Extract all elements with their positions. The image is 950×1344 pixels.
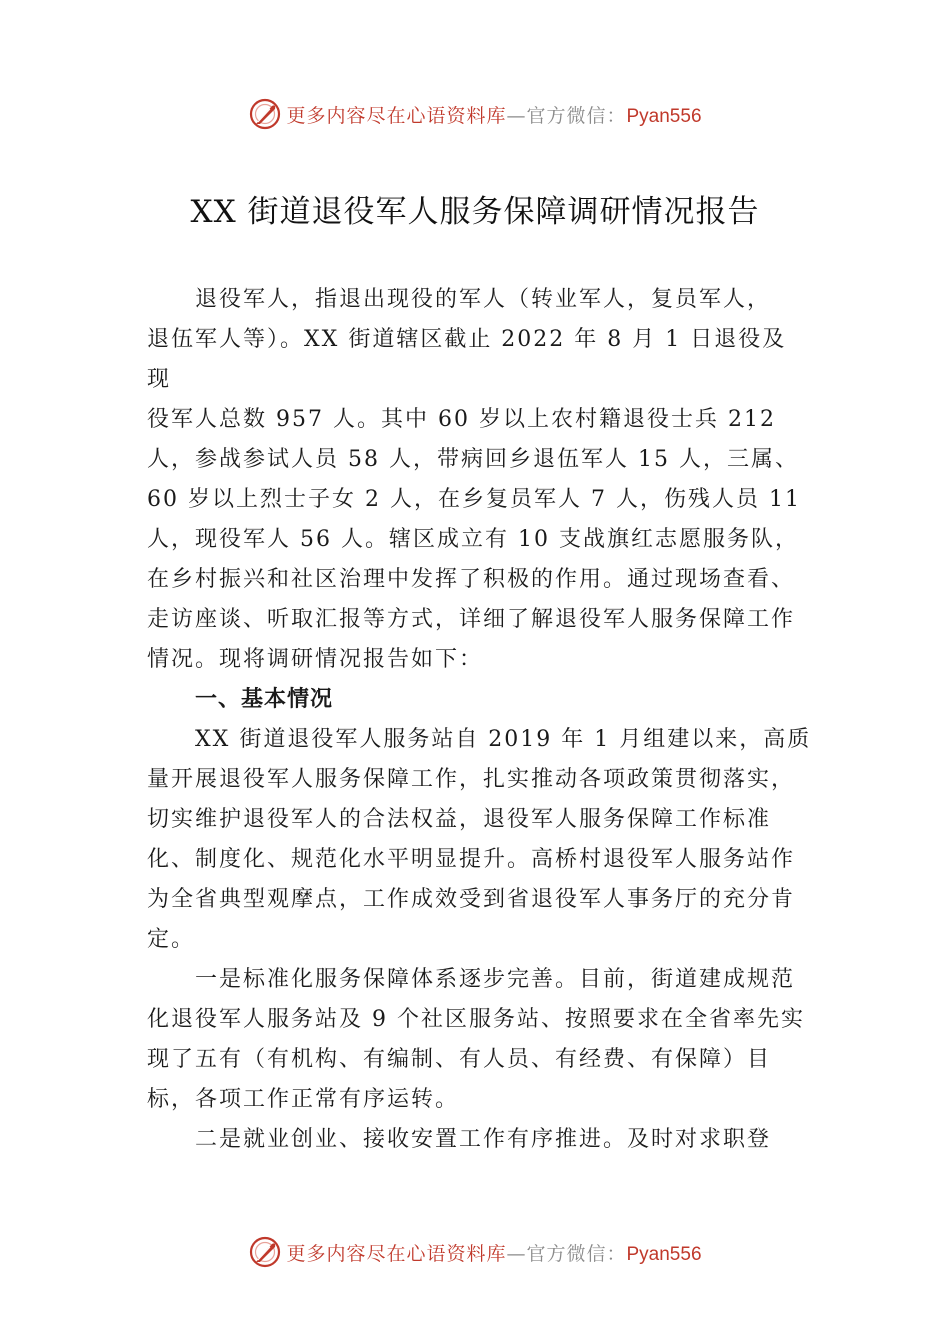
document-title: XX 街道退役军人服务保障调研情况报告 [190, 194, 760, 230]
watermark-banner-top [0, 94, 950, 134]
point-two-paragraph: 二是就业创业、接收安置工作有序推进。及时对求职登 [195, 1127, 772, 1152]
intro-paragraph: 役军人总数 957 人。其中 60 岁以上农村籍退役士兵 212 人，参战参试人员 58 人，带病回乡退伍军人 15 人，三属、60 岁以上烈士子女 2 人，在乡复员军人 7 人，伤残人员 11 人，现役军人 56 人。辖区成立有 10 支战旗红志愿服务队，在乡村振兴和社区治理中发挥了积极的作用。通过现场查看、走访座谈、听取汇报等方式，详细了解退役军人服务保障工作情况。现将调研情况报告如下： [147, 407, 801, 672]
section-basic-paragraph: XX 街道退役军人服务站自 2019 年 1 月组建以来，高质量开展退役军人服务保障工作，扎实推动各项政策贯彻落实，切实维护退役军人的合法权益，退役军人服务保障工作标准化、制度化、规范化水平明显提升。高桥村退役军人服务站作为全省典型观摩点，工作成效受到省退役军人事务厅的充分肯定。 [147, 727, 812, 952]
watermark-wechat-id: Pyan556 [626, 105, 702, 127]
section-heading-basic: 一、基本情况 [195, 687, 334, 712]
watermark-separator: — [506, 104, 527, 127]
watermark-text [286, 1239, 701, 1266]
point-one-paragraph: 一是标准化服务保障体系逐步完善。目前，街道建成规范化退役军人服务站及 9 个社区服务站、按照要求在全省率先实现了五有（有机构、有编制、有人员、有经费、有保障）目标，各项工作正常有序运转。 [147, 967, 805, 1112]
intro-line-1: 退役军人，指退出现役的军人（转业军人，复员军人， [195, 287, 772, 312]
watermark-text [286, 101, 701, 128]
feather-pen-seal-icon [248, 1235, 282, 1269]
intro-line-2: 退伍军人等）。XX 街道辖区截止 2022 年 8 月 1 日退役及 [147, 327, 787, 352]
document-body [147, 280, 815, 1160]
watermark-separator: — [506, 1242, 527, 1265]
feather-pen-seal-icon [248, 97, 282, 131]
watermark-brand: 更多内容尽在心语资料库 [286, 1242, 507, 1265]
watermark-banner-bottom [0, 1232, 950, 1272]
watermark-brand: 更多内容尽在心语资料库 [286, 104, 507, 127]
intro-line-3: 现 [147, 367, 172, 392]
watermark-wechat-id: Pyan556 [626, 1243, 702, 1265]
watermark-label: 官方微信： [526, 1242, 627, 1265]
watermark-label: 官方微信： [526, 104, 627, 127]
